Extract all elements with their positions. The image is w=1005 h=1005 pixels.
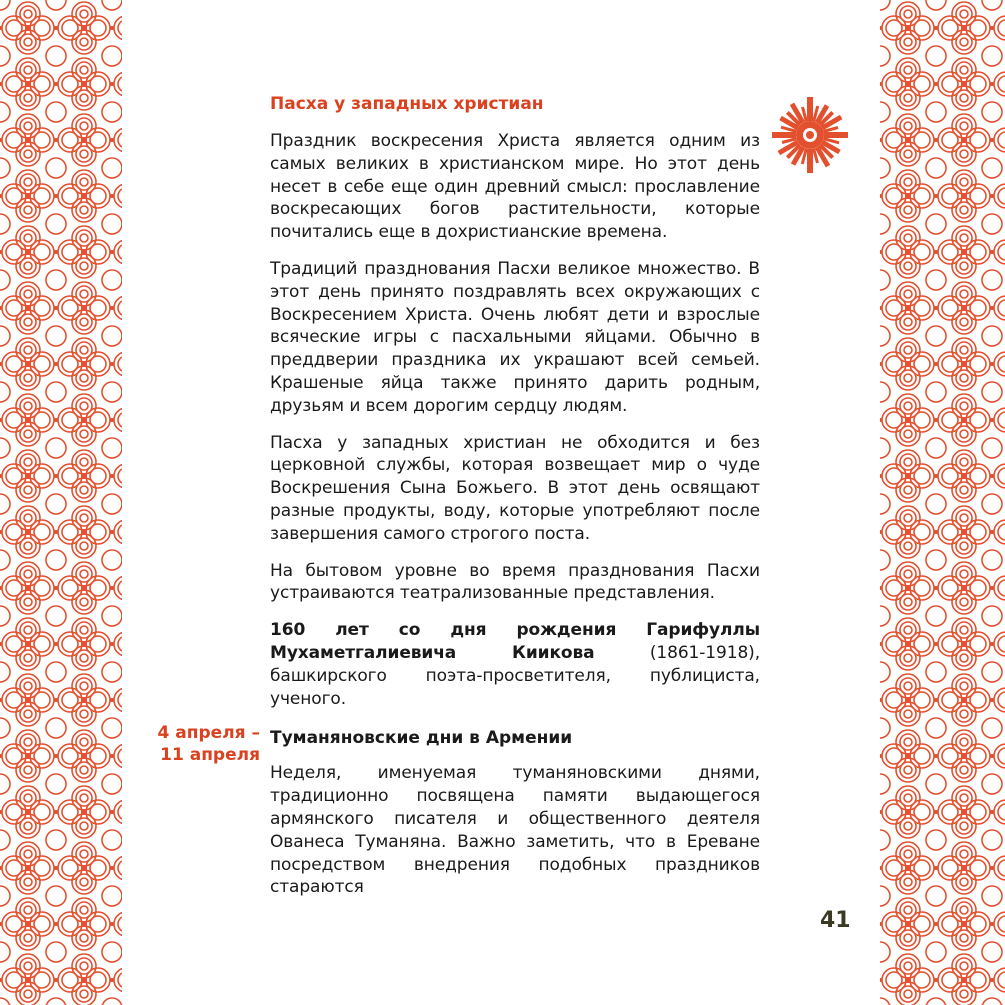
paragraph-1: Праздник воскресения Христа является одним из самых великих в христианском мире. Но этот день несет в себе еще один древний смысл: прославление воскресающих богов растительности, которые почитались еще в дохристианские времена.	[270, 131, 760, 243]
right-floral-border	[880, 0, 1005, 1005]
anniversary-paragraph	[270, 619, 760, 710]
page-number: 41	[820, 908, 851, 933]
section-title: Пасха у западных христиан	[270, 94, 544, 114]
paragraph-4: На бытовом уровне во время празднования Пасхи устраиваются театрализованные представления.	[270, 560, 760, 604]
paragraph-3: Пасха у западных христиан не обходится и без церковной службы, которая возвещает мир о чуде Воскрешения Сына Божьего. В этот день освящают разные продукты, воду, которые употребляют после завершения самого строгого поста.	[270, 432, 760, 544]
event-paragraph: Неделя, именуемая туманяновскими днями, традиционно посвящена памяти выдающегося армянского писателя и общественного деятеля Ованеса Туманяна. Важно заметить, что в Ереване посредством внедрения подобных праздников стараются	[270, 763, 760, 898]
left-floral-border	[0, 0, 122, 1005]
event-date	[130, 722, 260, 766]
page-content	[270, 92, 760, 913]
event-title: Туманяновские дни в Армении	[270, 728, 573, 749]
sun-burst-emblem-icon	[770, 95, 850, 175]
event-date-end: 11 апреля	[160, 745, 260, 765]
event-date-start: 4 апреля –	[157, 723, 260, 743]
paragraph-2: Традиций празднования Пасхи великое множество. В этот день принято поздравлять всех окружающих с Воскресением Христа. Очень любят дети и взрослые всяческие игры с пасхальными яйцами. Обычно в преддверии праздника их украшают всей семьей. Крашеные яйца также принято дарить родным, друзьям и всем дорогим сердцу людям.	[270, 258, 760, 416]
anniversary-details: (1861-1918), башкирского поэта-просветителя, публициста, ученого.	[270, 642, 760, 709]
anniversary-name: 160 лет со дня рождения Гарифуллы Мухаметгалиевича Киикова	[270, 620, 760, 663]
